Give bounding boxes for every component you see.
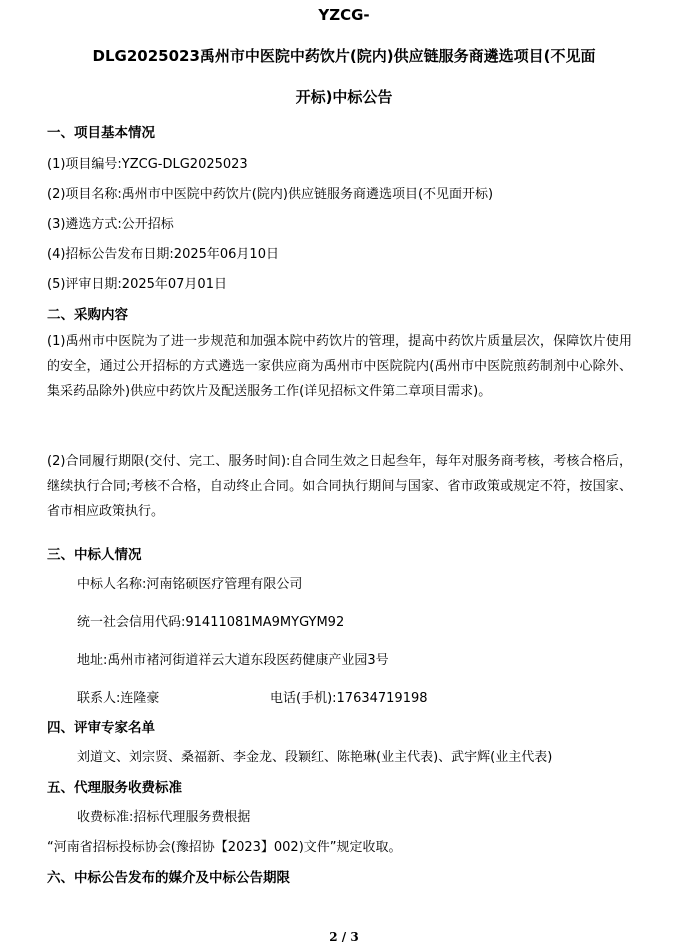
credit-code: 统一社会信用代码:91411081MA9MYGYM92	[77, 615, 345, 630]
winner-address: 地址:禹州市褚河街道祥云大道东段医药健康产业园3号	[77, 653, 389, 668]
project-name: (2)项目名称:禹州市中医院中药饮片(院内)供应链服务商遴选项目(不见面开标)	[47, 187, 494, 202]
winner-name: 中标人名称:河南铭硕医疗管理有限公司	[77, 577, 303, 592]
section-2-heading: 二、采购内容	[47, 307, 128, 323]
section-1-heading: 一、项目基本情况	[47, 125, 155, 141]
expert-list: 刘道文、刘宗贤、桑福新、李金龙、段颖红、陈艳琳(业主代表)、武宇辉(业主代表)	[77, 750, 553, 765]
title-line-2: DLG2025023禹州市中医院中药饮片(院内)供应链服务商遴选项目(不见面	[92, 47, 596, 65]
contact-person: 联系人:连隆豪	[77, 691, 160, 706]
fee-standard: 收费标准:招标代理服务费根据	[77, 810, 251, 825]
page-number: 2 / 3	[329, 930, 359, 944]
procurement-content-paragraph-2: (2)合同履行期限(交付、完工、服务时间):自合同生效之日起叁年，每年对服务商考核，考核合格后，继续执行合同;考核不合格，自动终止合同。如合同执行期间与国家、省市政策或规定不符，按国家、省市相应政策执行。	[47, 454, 632, 519]
section-3-heading: 三、中标人情况	[47, 547, 142, 563]
selection-method: (3)遴选方式:公开招标	[47, 217, 174, 232]
title-line-3: 开标)中标公告	[295, 88, 393, 106]
project-number: (1)项目编号:YZCG-DLG2025023	[47, 157, 248, 172]
announcement-date: (4)招标公告发布日期:2025年06月10日	[47, 247, 279, 262]
section-5-heading: 五、代理服务收费标准	[47, 780, 182, 796]
section-6-heading: 六、中标公告发布的媒介及中标公告期限	[47, 870, 290, 886]
fee-standard-reference: “河南省招标投标协会(豫招协【2023】002)文件”规定收取。	[47, 840, 402, 855]
section-4-heading: 四、评审专家名单	[47, 720, 155, 736]
review-date: (5)评审日期:2025年07月01日	[47, 277, 227, 292]
title-line-1: YZCG-	[318, 6, 370, 24]
contact-phone: 电话(手机):17634719198	[270, 691, 428, 706]
procurement-content-paragraph-1: (1)禹州市中医院为了进一步规范和加强本院中药饮片的管理，提高中药饮片质量层次，保障饮片使用的安全，通过公开招标的方式遴选一家供应商为禹州市中医院院内(禹州市中医院煎药制剂中心除外、集采药品除外)供应中药饮片及配送服务工作(详见招标文件第二章项目需求)。	[47, 334, 632, 399]
